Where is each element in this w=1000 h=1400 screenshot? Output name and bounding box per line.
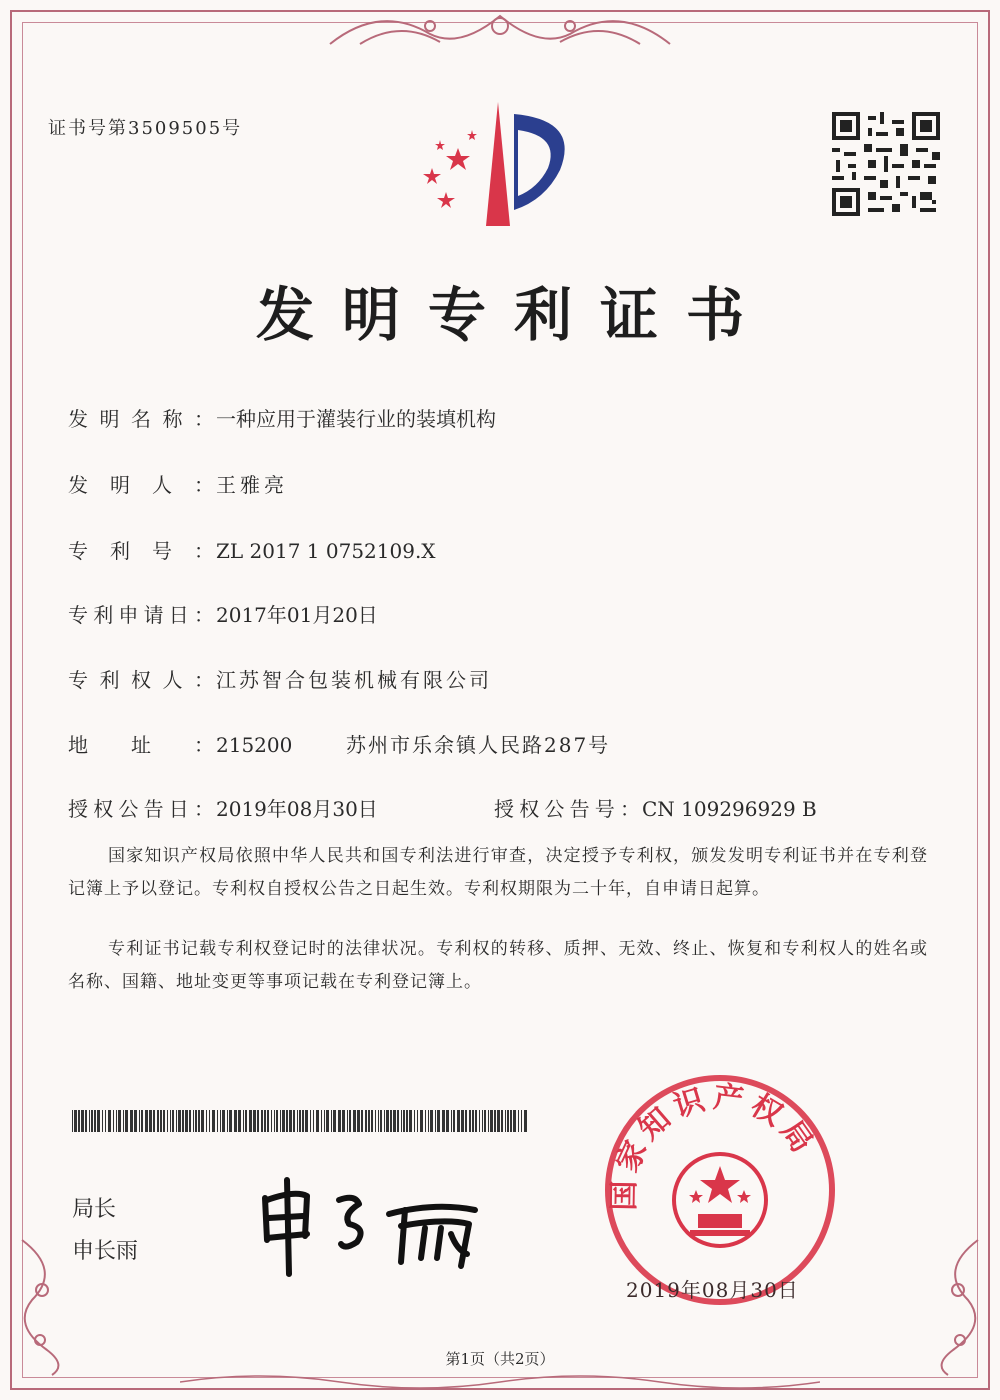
field-label: 专利申请日： [68, 603, 216, 627]
seal-date: 2019年08月30日 [626, 1278, 799, 1302]
field-value: 江苏智合包装机械有限公司 [216, 668, 492, 692]
paragraph-statement: 国家知识产权局依照中华人民共和国专利法进行审查，决定授予专利权，颁发发明专利证书并在专利登记簿上予以登记。专利权自授权公告之日起生效。专利权期限为二十年，自申请日起算。 [68, 846, 928, 899]
qr-code-icon [832, 112, 940, 216]
field-label: 专利号： [68, 539, 216, 563]
director-name: 申长雨 [72, 1239, 139, 1264]
field-value: ZL 2017 1 0752109.X [216, 539, 436, 563]
field-application-date [68, 599, 378, 628]
field-patentee [68, 664, 492, 693]
field-label: 发明人： [68, 473, 216, 497]
page-footer: 第1页（共2页） [445, 1350, 555, 1368]
field-label: 专利权人： [68, 668, 216, 692]
field-grant-number: CN 109296929 B [642, 797, 817, 821]
top-ornament [320, 4, 680, 54]
seal-text: 国家知识产权局 [606, 1079, 823, 1211]
bottom-center-ornament [180, 1370, 820, 1394]
field-address-value: 苏州市乐余镇人民路287号 [346, 733, 611, 757]
director-signature [255, 1170, 495, 1280]
field-label: 授权公告日： [68, 797, 216, 821]
field-label-2: 授权公告号： [494, 797, 642, 821]
field-value: 王雅亮 [216, 473, 288, 497]
field-patent-number [68, 535, 436, 564]
paragraph-legal-note: 专利证书记载专利权登记时的法律状况。专利权的转移、质押、无效、终止、恢复和专利权人的姓名或名称、国籍、地址变更等事项记载在专利登记簿上。 [68, 939, 928, 992]
field-value: 2019年08月30日 [216, 797, 378, 821]
director-title: 局长 [72, 1197, 117, 1222]
cnipa-logo-icon [410, 100, 590, 230]
field-postcode: 215200 [216, 733, 293, 757]
certificate-title: 发明专利证书 [255, 281, 772, 349]
field-inventor [68, 469, 288, 498]
field-value: 2017年01月20日 [216, 603, 378, 627]
barcode-icon [72, 1110, 532, 1132]
field-label: 地址： [68, 733, 216, 757]
field-address [68, 729, 610, 758]
certificate-number: 证书号第3509505号 [48, 118, 243, 139]
field-label: 发明名称： [68, 407, 216, 431]
field-value: 一种应用于灌装行业的装填机构 [216, 407, 496, 431]
field-grant-date [68, 793, 817, 822]
field-invention-name [68, 403, 496, 432]
